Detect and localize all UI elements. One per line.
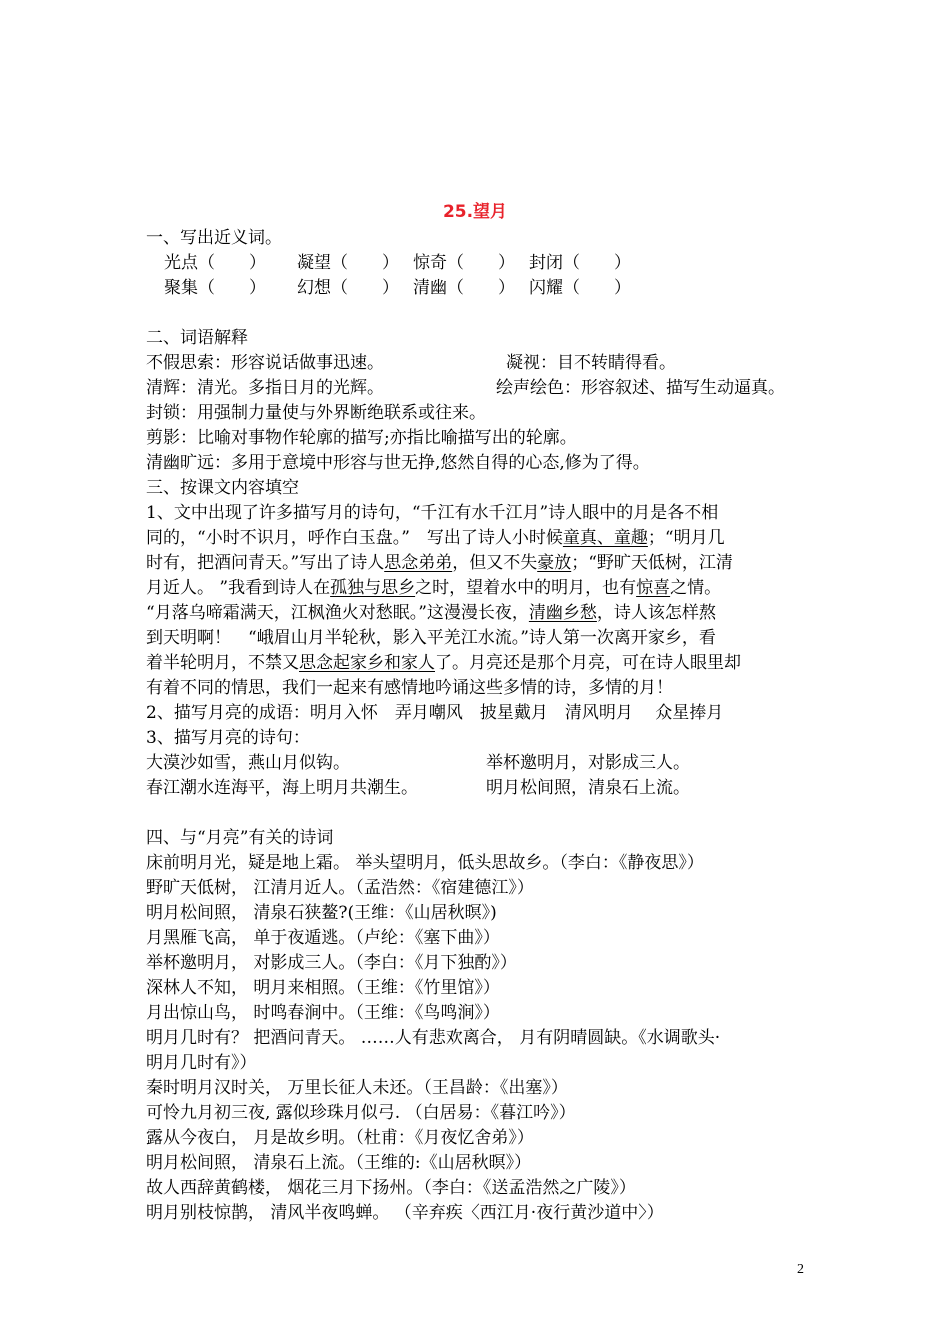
text-run: ；“野旷天低树，江清	[571, 553, 733, 573]
poem-line: 明月几时有》）	[146, 1053, 257, 1073]
definition: 凝视：目不转睛得看。	[506, 353, 676, 373]
underlined-answer: 思念起家乡和家人	[299, 653, 435, 673]
verse-row	[146, 751, 816, 776]
text-run: 之情。	[670, 578, 722, 598]
synonym-row-2	[146, 276, 816, 301]
text-run: ，但又不失	[452, 553, 538, 573]
verse-row	[146, 776, 816, 801]
text-run: ，诗人该怎样熬	[596, 603, 716, 623]
section-4-heading: 四、与“月亮”有关的诗词	[146, 828, 334, 848]
definition: 不假思索：形容说话做事迅速。	[146, 353, 384, 373]
poem-line: 床前明月光，疑是地上霜。 举头望明月，低头思故乡。（李白：《静夜思》）	[146, 853, 704, 873]
definition: 清辉：清光。多指日月的光辉。	[146, 378, 384, 398]
verse: 明月松间照，清泉石上流。	[486, 778, 690, 798]
text-run: 同的，“小时不识月，呼作白玉盘。” 写出了诗人小时候	[146, 528, 563, 548]
poem-line: 月出惊山鸟， 时鸣春涧中。（王维：《鸟鸣涧》）	[146, 1003, 500, 1023]
poem-line: 故人西辞黄鹤楼， 烟花三月下扬州。（李白：《送孟浩然之广陵》）	[146, 1178, 636, 1198]
paragraph-line: 1、文中出现了许多描写月的诗句，“千江有水千江月”诗人眼中的月是各不相	[146, 503, 719, 523]
poem-line: 明月别枝惊鹊， 清风半夜鸣蝉。 （辛弃疾〈西江月·夜行黄沙道中〉）	[146, 1203, 664, 1223]
text-run: 之时，望着水中的明月，也有	[415, 578, 637, 598]
synonym-item: 惊奇（ ）	[413, 253, 515, 273]
verse: 春江潮水连海平，海上明月共潮生。	[146, 778, 418, 798]
text-run: 月近人。 ”我看到诗人在	[146, 578, 331, 598]
text-run: ；“明月几	[647, 528, 725, 548]
section-1-heading: 一、写出近义词。	[146, 228, 282, 248]
poem-line: 野旷天低树， 江清月近人。（孟浩然：《宿建德江》）	[146, 878, 534, 898]
page-title: 25.望月	[442, 202, 508, 222]
paragraph-line	[146, 651, 816, 676]
definition: 清幽旷远：多用于意境中形容与世无挣,悠然自得的心态,修为了得。	[146, 453, 650, 473]
text-run: 了。月亮还是那个月亮，可在诗人眼里却	[435, 653, 741, 673]
synonym-item: 闪耀（ ）	[529, 278, 631, 298]
synonym-item: 幻想（ ）	[297, 278, 399, 298]
synonym-item: 光点（ ）	[164, 253, 266, 273]
verses-heading: 3、描写月亮的诗句：	[146, 728, 310, 748]
underlined-answer: 惊喜	[636, 578, 671, 598]
underlined-answer: 思念弟弟	[384, 553, 453, 573]
text-run: 着半轮明月，不禁又	[146, 653, 299, 673]
page-number: 2	[797, 1262, 804, 1277]
paragraph-line	[146, 576, 816, 601]
section-2-heading: 二、词语解释	[146, 328, 248, 348]
definition-row	[146, 376, 816, 401]
poem-line: 露从今夜白， 月是故乡明。（杜甫：《月夜忆舍弟》）	[146, 1128, 534, 1148]
synonym-item: 清幽（ ）	[413, 278, 515, 298]
poem-line: 明月松间照， 清泉石上流。（王维的:《山居秋暝》）	[146, 1153, 532, 1173]
paragraph-line	[146, 526, 816, 551]
poem-line: 秦时明月汉时关， 万里长征人未还。（王昌龄：《出塞》）	[146, 1078, 568, 1098]
synonym-item: 凝望（ ）	[297, 253, 399, 273]
idioms-line: 2、描写月亮的成语：明月入怀 弄月嘲风 披星戴月 清风明月 众星捧月	[146, 703, 724, 723]
definition-row	[146, 351, 816, 376]
text-run: 时有，把酒问青天。”写出了诗人	[146, 553, 385, 573]
underlined-answer: 童真、童趣	[562, 528, 648, 548]
verse: 大漠沙如雪，燕山月似钩。	[146, 753, 350, 773]
poem-line: 明月松间照， 清泉石狭鳌?(王维：《山居秋暝》)	[146, 903, 497, 923]
paragraph-line	[146, 551, 816, 576]
underlined-answer: 豪放	[537, 553, 572, 573]
paragraph-line: 到天明啊！ “峨眉山月半轮秋，影入平羌江水流。”诗人第一次离开家乡，看	[146, 628, 716, 648]
paragraph-line	[146, 601, 816, 626]
section-3-heading: 三、按课文内容填空	[146, 478, 299, 498]
text-run: “月落乌啼霜满天，江枫渔火对愁眠。”这漫漫长夜，	[146, 603, 529, 623]
document-body	[146, 226, 816, 1226]
underlined-answer: 孤独与思乡	[330, 578, 416, 598]
synonym-row-1	[146, 251, 816, 276]
synonym-item: 封闭（ ）	[529, 253, 631, 273]
definition: 绘声绘色：形容叙述、描写生动逼真。	[496, 378, 785, 398]
poem-line: 举杯邀明月， 对影成三人。（李白：《月下独酌》）	[146, 953, 517, 973]
poem-line: 明月几时有？ 把酒问青天。 ……人有悲欢离合， 月有阴晴圆缺。《水调歌头·	[146, 1028, 721, 1048]
poem-line: 可怜九月初三夜, 露似珍珠月似弓. （白居易：《暮江吟》）	[146, 1103, 576, 1123]
poem-line: 月黑雁飞高， 单于夜遁逃。（卢纶：《塞下曲》）	[146, 928, 500, 948]
underlined-answer: 清幽乡愁	[528, 603, 597, 623]
synonym-item: 聚集（ ）	[164, 278, 266, 298]
definition: 封锁：用强制力量使与外界断绝联系或往来。	[146, 403, 486, 423]
poem-line: 深林人不知， 明月来相照。（王维：《竹里馆》）	[146, 978, 500, 998]
definition: 剪影：比喻对事物作轮廓的描写;亦指比喻描写出的轮廓。	[146, 428, 577, 448]
paragraph-line: 有着不同的情思，我们一起来有感情地吟诵这些多情的诗，多情的月！	[146, 678, 673, 698]
verse: 举杯邀明月，对影成三人。	[486, 753, 690, 773]
